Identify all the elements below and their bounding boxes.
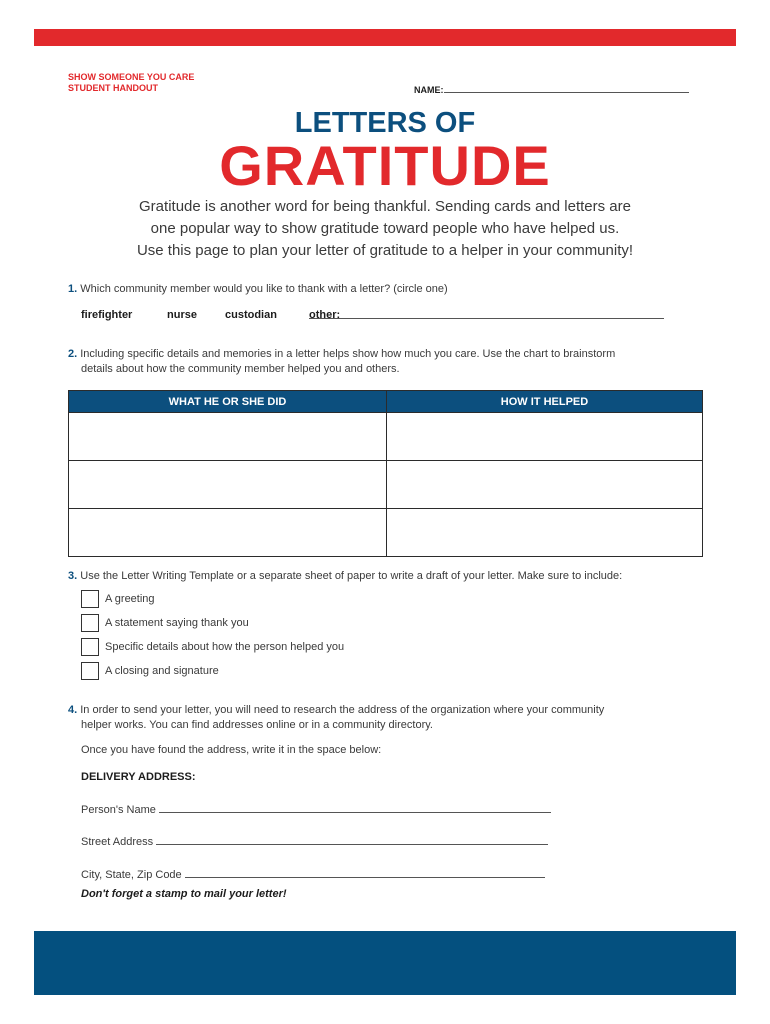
top-red-bar [34,29,736,46]
city-state-zip-field[interactable] [81,868,545,881]
intro-line: Use this page to plan your letter of gratitude to a helper in your community! [136,242,634,259]
option-custodian[interactable]: custodian [225,309,277,321]
name-blank[interactable] [444,83,689,93]
option-nurse[interactable]: nurse [167,309,197,321]
delivery-address-heading: DELIVERY ADDRESS: [81,771,196,783]
field-label: Street Address [81,836,154,848]
chart-header-what: WHAT HE OR SHE DID [69,391,387,413]
checklist-label: A closing and signature [105,665,219,677]
checklist-label: A greeting [105,593,155,605]
street-address-field[interactable] [81,835,548,848]
name-field[interactable] [414,83,689,95]
chart-cell[interactable] [69,509,387,557]
intro-line: one popular way to show gratitude toward people who have helped us. [150,220,620,237]
option-firefighter[interactable]: firefighter [81,309,133,321]
question-4 [68,703,708,758]
question-text: Which community member would you like to thank with a letter? (circle one) [80,283,448,295]
question-text-cont: details about how the community member helped you and others. [81,362,400,375]
table-row [69,509,703,557]
table-row [69,413,703,461]
street-address-blank[interactable] [156,835,548,845]
checklist-label: Specific details about how the person helped you [105,641,345,653]
handout-type: STUDENT HANDOUT [68,83,158,93]
handout-label [68,72,194,94]
question-number: 2. [68,348,78,360]
persons-name-field[interactable] [81,803,551,816]
handout-series: SHOW SOMEONE YOU CARE [68,72,195,82]
chart-cell[interactable] [387,461,703,509]
other-blank[interactable] [309,309,664,319]
question-3 [68,569,708,584]
question-text-cont: helper works. You can find addresses online or in a community directory. [81,718,433,731]
question-number: 1. [68,283,78,295]
title-line-2: GRATITUDE [219,134,551,197]
checkbox[interactable] [81,662,99,680]
chart-header-how: HOW IT HELPED [387,391,703,413]
title-line-1: LETTERS OF [294,107,476,139]
field-label: City, State, Zip Code [81,869,182,881]
question-text: Including specific details and memories in a letter helps show how much you care. Use the chart to brainstorm [80,348,616,360]
name-label: NAME: [414,85,444,95]
checkbox[interactable] [81,638,99,656]
question-instruction: Once you have found the address, write it in the space below: [81,744,382,756]
chart-cell[interactable] [69,413,387,461]
question-number: 3. [68,570,78,582]
option-other-label: other: [309,309,341,321]
intro-line: Gratitude is another word for being thankful. Sending cards and letters are [139,198,631,215]
persons-name-blank[interactable] [159,803,551,813]
brainstorm-chart [68,390,703,557]
stamp-reminder: Don't forget a stamp to mail your letter! [81,888,287,900]
question-1 [68,282,708,297]
field-label: Person's Name [81,804,156,816]
checklist-label: A statement saying thank you [105,617,249,629]
question-text: In order to send your letter, you will need to research the address of the organization where your community [80,704,605,716]
chart-cell[interactable] [69,461,387,509]
question-text: Use the Letter Writing Template or a separate sheet of paper to write a draft of your letter. Make sure to include: [80,570,623,582]
checkbox[interactable] [81,614,99,632]
chart-cell[interactable] [387,413,703,461]
checkbox[interactable] [81,590,99,608]
chart-cell[interactable] [387,509,703,557]
city-state-zip-blank[interactable] [185,868,545,878]
table-row [69,461,703,509]
question-number: 4. [68,704,78,716]
bottom-blue-bar [34,931,736,995]
intro-paragraph [80,196,690,262]
question-2 [68,347,708,376]
